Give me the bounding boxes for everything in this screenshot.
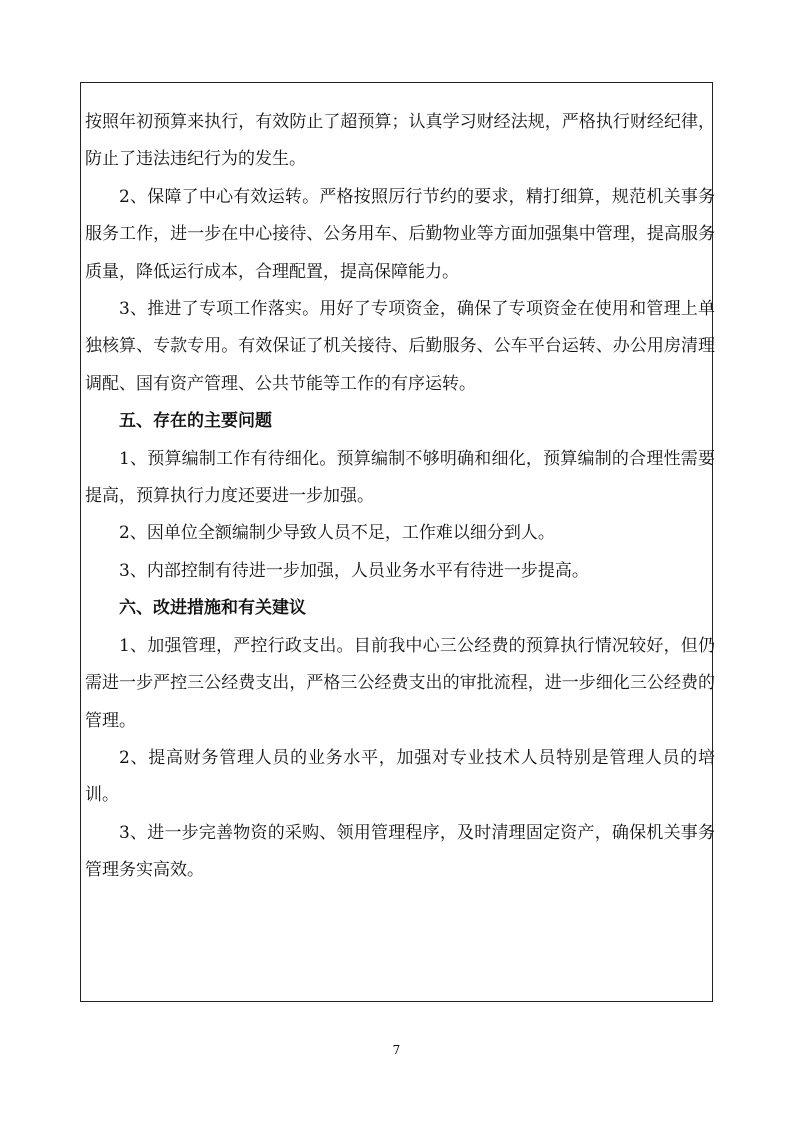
page-number: 7 <box>392 1043 401 1057</box>
document-body <box>85 104 715 890</box>
section-heading-suggestions: 六、改进措施和有关建议 <box>119 598 306 619</box>
suggestion-item-3: 3、进一步完善物资的采购、领用管理程序，及时清理固定资产，确保机关事务管理务实高效。 <box>85 822 715 881</box>
suggestion-item-2: 2、提高财务管理人员的业务水平，加强对专业技术人员特别是管理人员的培训。 <box>85 747 715 806</box>
problem-item-3: 3、内部控制有待进一步加强，人员业务水平有待进一步提高。 <box>119 560 589 581</box>
problem-item-2: 2、因单位全额编制少导致人员不足，工作难以细分到人。 <box>119 523 555 544</box>
paragraph-item-3: 3、推进了专项工作落实。用好了专项资金，确保了专项资金在使用和管理上单独核算、专款专用。有效保证了机关接待、后勤服务、公车平台运转、办公用房清理调配、国有资产管理、公共节能等工作的有序运转。 <box>85 299 715 394</box>
suggestion-item-1: 1、加强管理，严控行政支出。目前我中心三公经费的预算执行情况较好，但仍需进一步严控三公经费支出，严格三公经费支出的审批流程，进一步细化三公经费的管理。 <box>85 635 715 731</box>
section-heading-problems: 五、存在的主要问题 <box>119 411 272 432</box>
problem-item-1: 1、预算编制工作有待细化。预算编制不够明确和细化，预算编制的合理性需要提高，预算执行力度还要进一步加强。 <box>85 448 715 507</box>
paragraph-continuation: 按照年初预算来执行，有效防止了超预算；认真学习财经法规，严格执行财经纪律，防止了违法违纪行为的发生。 <box>85 112 715 170</box>
paragraph-item-2: 2、保障了中心有效运转。严格按照厉行节约的要求，精打细算，规范机关事务服务工作，进一步在中心接待、公务用车、后勤物业等方面加强集中管理，提高服务质量，降低运行成本，合理配置，提高保障能力。 <box>85 186 715 282</box>
